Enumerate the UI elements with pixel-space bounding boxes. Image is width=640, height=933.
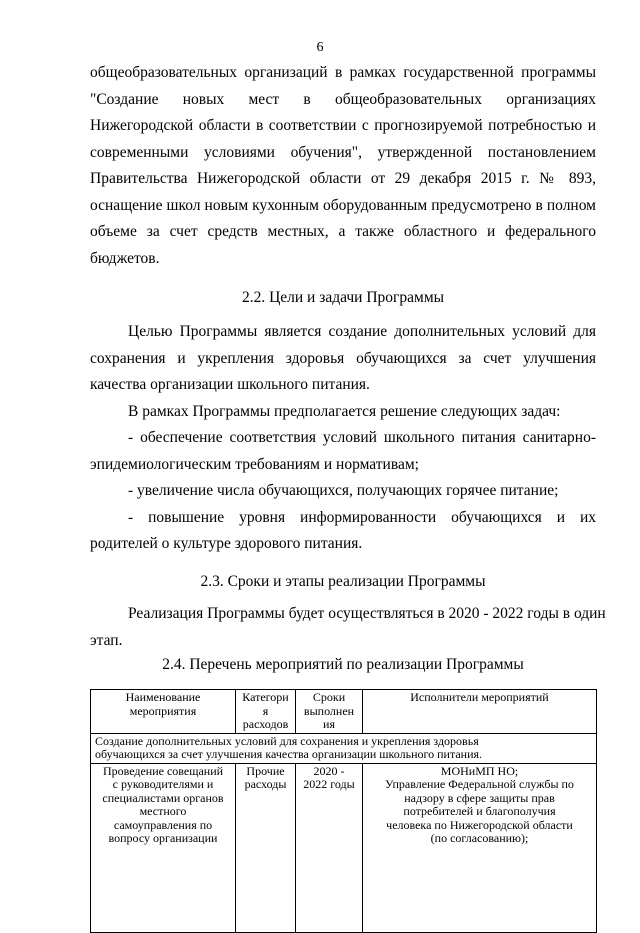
- heading-text: 2.3. Сроки и этапы реализации Программы: [200, 573, 486, 590]
- text-line: этап.: [90, 631, 123, 649]
- text-line: бюджетов.: [90, 249, 160, 267]
- task-item: - увеличение числа обучающихся, получающих горячее питание;: [128, 482, 559, 499]
- page-number: 6: [316, 40, 324, 55]
- text-line: "Создание новых мест в общеобразовательных организациях: [90, 90, 596, 108]
- text-line: общеобразовательных организаций в рамках государственной программы: [90, 64, 596, 81]
- table-row: [91, 763, 597, 932]
- text-line: оснащение школ новым кухонным оборудованным предусмотрено в полном: [90, 196, 596, 214]
- header-period: Сроки выполнен ия: [296, 690, 363, 734]
- timing-section-body: [90, 601, 606, 654]
- header-event-name: Наименование мероприятия: [91, 690, 236, 734]
- header-expense-category: Категори я расходов: [236, 690, 296, 734]
- expense-category-cell: Прочие расходы: [236, 763, 296, 932]
- table-section-row: [91, 733, 597, 763]
- intro-paragraph: [90, 60, 596, 272]
- text-line: В рамках Программы предполагается решение следующих задач:: [128, 402, 561, 420]
- text-line: Целью Программы является создание дополнительных условий для: [128, 323, 596, 340]
- header-executors: Исполнители мероприятий: [363, 690, 597, 734]
- section-heading-events: [90, 652, 596, 679]
- text-line: Нижегородской области в соответствии с прогнозируемой потребностью и: [90, 117, 596, 134]
- task-item: - повышение уровня информированности обучающихся и их: [128, 508, 596, 526]
- heading-text: 2.4. Перечень мероприятий по реализации Программы: [162, 656, 524, 673]
- text-line: объеме за счет средств местных, а также областного и федерального: [90, 223, 596, 240]
- section-title-cell: Создание дополнительных условий для сохранения и укрепления здоровья обучающихся за счет улучшения качества организации школьного питания.: [91, 733, 597, 763]
- events-table: [90, 689, 597, 933]
- task-item: - обеспечение соответствия условий школьного питания санитарно-: [128, 429, 596, 446]
- event-name-cell: Проведение совещаний с руководителями и специалистами органов местного самоуправления по вопросу организации: [91, 763, 236, 932]
- text-line: современными условиями обучения", утвержденной постановлением: [90, 143, 596, 161]
- text-line: Реализация Программы будет осуществляться в 2020 - 2022 годы в один: [128, 605, 606, 622]
- heading-text: 2.2. Цели и задачи Программы: [241, 289, 445, 306]
- period-cell: 2020 - 2022 годы: [296, 763, 363, 932]
- text-line: родителей о культуре здорового питания.: [90, 535, 363, 552]
- section-heading-goals: [90, 285, 596, 312]
- goals-section-body: [90, 319, 596, 558]
- text-line: качества организации школьного питания.: [90, 376, 370, 393]
- text-line: сохранения и укрепления здоровья обучающихся за счет улучшения: [90, 349, 596, 367]
- executors-cell: МОНиМП НО; Управление Федеральной службы по надзору в сфере защиты прав потребителей и благополучия человека по Нижегородской области (по согласованию);: [363, 763, 597, 932]
- text-line: Правительства Нижегородской области от 29 декабря 2015 г. № 893,: [90, 170, 596, 187]
- table-header-row: [91, 690, 597, 734]
- text-line: эпидемиологическим требованиям и нормативам;: [90, 455, 419, 473]
- section-heading-timing: [90, 569, 596, 596]
